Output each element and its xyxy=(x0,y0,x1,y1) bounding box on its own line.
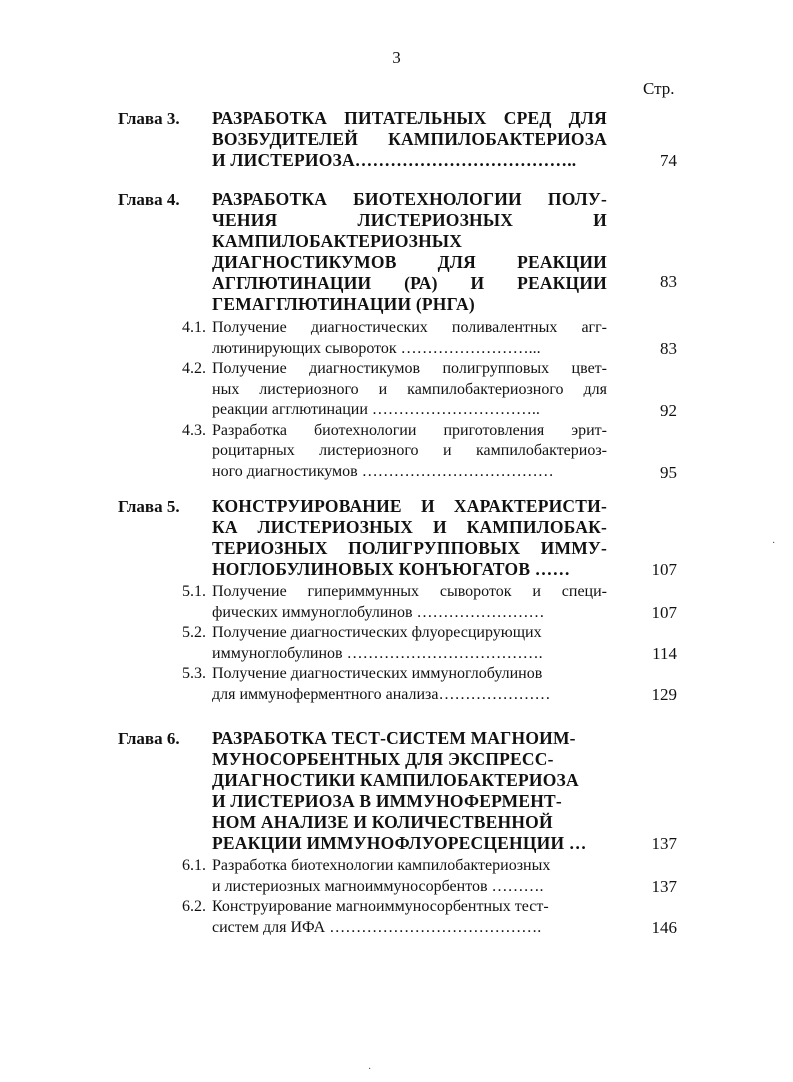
section-number: 4.1. xyxy=(182,319,206,336)
toc-section xyxy=(118,856,677,897)
chapter-page-number: 107 xyxy=(651,560,677,579)
toc-section xyxy=(118,897,677,938)
section-title-line: систем для ИФА …………………………………. xyxy=(212,918,542,936)
chapter-page-number: 74 xyxy=(660,151,677,170)
chapter-title-line: НОГЛОБУЛИНОВЫХ КОНЪЮГАТОВ …… xyxy=(212,559,571,579)
section-number: 6.1. xyxy=(182,857,206,874)
section-title-line: Получение гипериммунных сывороток и специ- xyxy=(212,583,607,600)
section-title xyxy=(212,897,607,938)
section-title xyxy=(212,856,607,897)
section-page-number: 107 xyxy=(651,603,677,622)
toc-chapter xyxy=(118,496,677,705)
section-number: 5.3. xyxy=(182,665,206,682)
section-title-line: роцитарных листериозного и кампилобактериоз- xyxy=(212,442,607,459)
chapter-page-number: 83 xyxy=(660,272,677,291)
chapter-label: Глава 3. xyxy=(118,109,180,128)
section-number: 5.1. xyxy=(182,583,206,600)
section-page-number: 95 xyxy=(660,462,677,482)
section-title-line: Получение диагностических поливалентных агг- xyxy=(212,319,607,336)
section-title-line: Получение диагностических флуоресцирующих xyxy=(212,624,542,641)
chapter-title-line: И ЛИСТЕРИОЗА……………………………….. xyxy=(212,150,577,170)
scan-speck: · xyxy=(772,538,776,549)
section-page-number: 114 xyxy=(652,644,677,663)
toc-section xyxy=(118,318,677,359)
chapter-title-line: ДИАГНОСТИКУМОВ ДЛЯ РЕАКЦИИ xyxy=(212,252,607,272)
section-title-line: Конструирование магноиммуносорбентных тест- xyxy=(212,898,549,915)
section-title xyxy=(212,664,607,705)
section-page-number: 92 xyxy=(660,401,677,420)
section-number: 6.2. xyxy=(182,898,206,915)
chapter-title-line: РЕАКЦИИ ИММУНОФЛУОРЕСЦЕНЦИИ … xyxy=(212,833,587,853)
section-title xyxy=(212,318,607,359)
chapter-label: Глава 5. xyxy=(118,497,180,516)
section-title xyxy=(212,421,607,483)
section-title xyxy=(212,582,607,623)
section-number: 4.3. xyxy=(182,421,206,439)
toc-chapter xyxy=(118,189,677,482)
chapter-title xyxy=(212,496,607,580)
chapter-label: Глава 6. xyxy=(118,729,180,748)
section-title-line: лютинирующих сывороток ……………………... xyxy=(212,339,541,357)
chapter-title-line: РАЗРАБОТКА БИОТЕХНОЛОГИИ ПОЛУ- xyxy=(212,189,607,209)
toc-section xyxy=(118,359,677,421)
section-title-line: Разработка биотехнологии приготовления эрит- xyxy=(212,421,607,439)
chapter-title-line: КАМПИЛОБАКТЕРИОЗНЫХ xyxy=(212,231,463,251)
chapter-heading xyxy=(118,496,677,580)
section-page-number: 129 xyxy=(651,685,677,704)
chapter-title xyxy=(212,728,607,854)
section-page-number: 137 xyxy=(651,877,677,896)
section-title-line: ных листериозного и кампилобактериозного для xyxy=(212,380,607,398)
section-title-line: для иммуноферментного анализа………………… xyxy=(212,685,551,703)
section-number: 4.2. xyxy=(182,360,206,377)
section-title-line: реакции агглютинации ………………………….. xyxy=(212,401,540,418)
toc-section xyxy=(118,664,677,705)
section-title xyxy=(212,623,607,664)
chapter-heading xyxy=(118,728,677,854)
chapter-title-line: ДИАГНОСТИКИ КАМПИЛОБАКТЕРИОЗА xyxy=(212,770,579,790)
chapter-title-line: РАЗРАБОТКА ТЕСТ-СИСТЕМ МАГНОИМ- xyxy=(212,728,576,748)
section-number: 5.2. xyxy=(182,624,206,641)
page-number: 3 xyxy=(392,48,401,67)
chapter-title-line: РАЗРАБОТКА ПИТАТЕЛЬНЫХ СРЕД ДЛЯ xyxy=(212,108,607,128)
chapter-title-line: КОНСТРУИРОВАНИЕ И ХАРАКТЕРИСТИ- xyxy=(212,496,607,516)
page-column-header: Стр. xyxy=(643,79,675,98)
chapter-title-line: КА ЛИСТЕРИОЗНЫХ И КАМПИЛОБАК- xyxy=(212,517,607,537)
chapter-title-line: ГЕМАГГЛЮТИНАЦИИ (РНГА) xyxy=(212,294,475,314)
toc-chapter xyxy=(118,108,677,171)
chapter-title xyxy=(212,189,607,315)
section-title-line: иммуноглобулинов ………………………………. xyxy=(212,644,543,662)
toc-section xyxy=(118,582,677,623)
chapter-heading xyxy=(118,189,677,315)
scan-speck: · xyxy=(368,1064,372,1075)
chapter-title-line: И ЛИСТЕРИОЗА В ИММУНОФЕРМЕНТ- xyxy=(212,791,562,811)
chapter-title-line: ТЕРИОЗНЫХ ПОЛИГРУППОВЫХ ИММУ- xyxy=(212,538,607,558)
chapter-title-line: ЧЕНИЯ ЛИСТЕРИОЗНЫХ И xyxy=(212,210,607,230)
chapter-title-line: ВОЗБУДИТЕЛЕЙ КАМПИЛОБАКТЕРИОЗА xyxy=(212,129,607,149)
chapter-title xyxy=(212,108,607,171)
chapter-title-line: АГГЛЮТИНАЦИИ (РА) И РЕАКЦИИ xyxy=(212,273,607,293)
section-page-number: 83 xyxy=(660,339,677,358)
toc-section xyxy=(118,421,677,483)
section-title-line: и листериозных магноиммуносорбентов ………. xyxy=(212,877,544,895)
section-page-number: 146 xyxy=(651,918,677,937)
section-title-line: Разработка биотехнологии кампилобактериозных xyxy=(212,857,551,874)
chapter-title-line: МУНОСОРБЕНТНЫХ ДЛЯ ЭКСПРЕСС- xyxy=(212,749,554,769)
section-title-line: Получение диагностических иммуноглобулинов xyxy=(212,665,543,682)
toc-chapter xyxy=(118,728,677,938)
chapter-page-number: 137 xyxy=(651,834,677,853)
section-title-line: фических иммуноглобулинов …………………… xyxy=(212,603,545,621)
chapter-label: Глава 4. xyxy=(118,190,180,209)
section-title-line: ного диагностикумов ……………………………… xyxy=(212,462,554,480)
section-title xyxy=(212,359,607,421)
chapter-title-line: НОМ АНАЛИЗЕ И КОЛИЧЕСТВЕННОЙ xyxy=(212,812,553,832)
toc-section xyxy=(118,623,677,664)
section-title-line: Получение диагностикумов полигрупповых цвет- xyxy=(212,360,607,377)
chapter-heading xyxy=(118,108,677,171)
